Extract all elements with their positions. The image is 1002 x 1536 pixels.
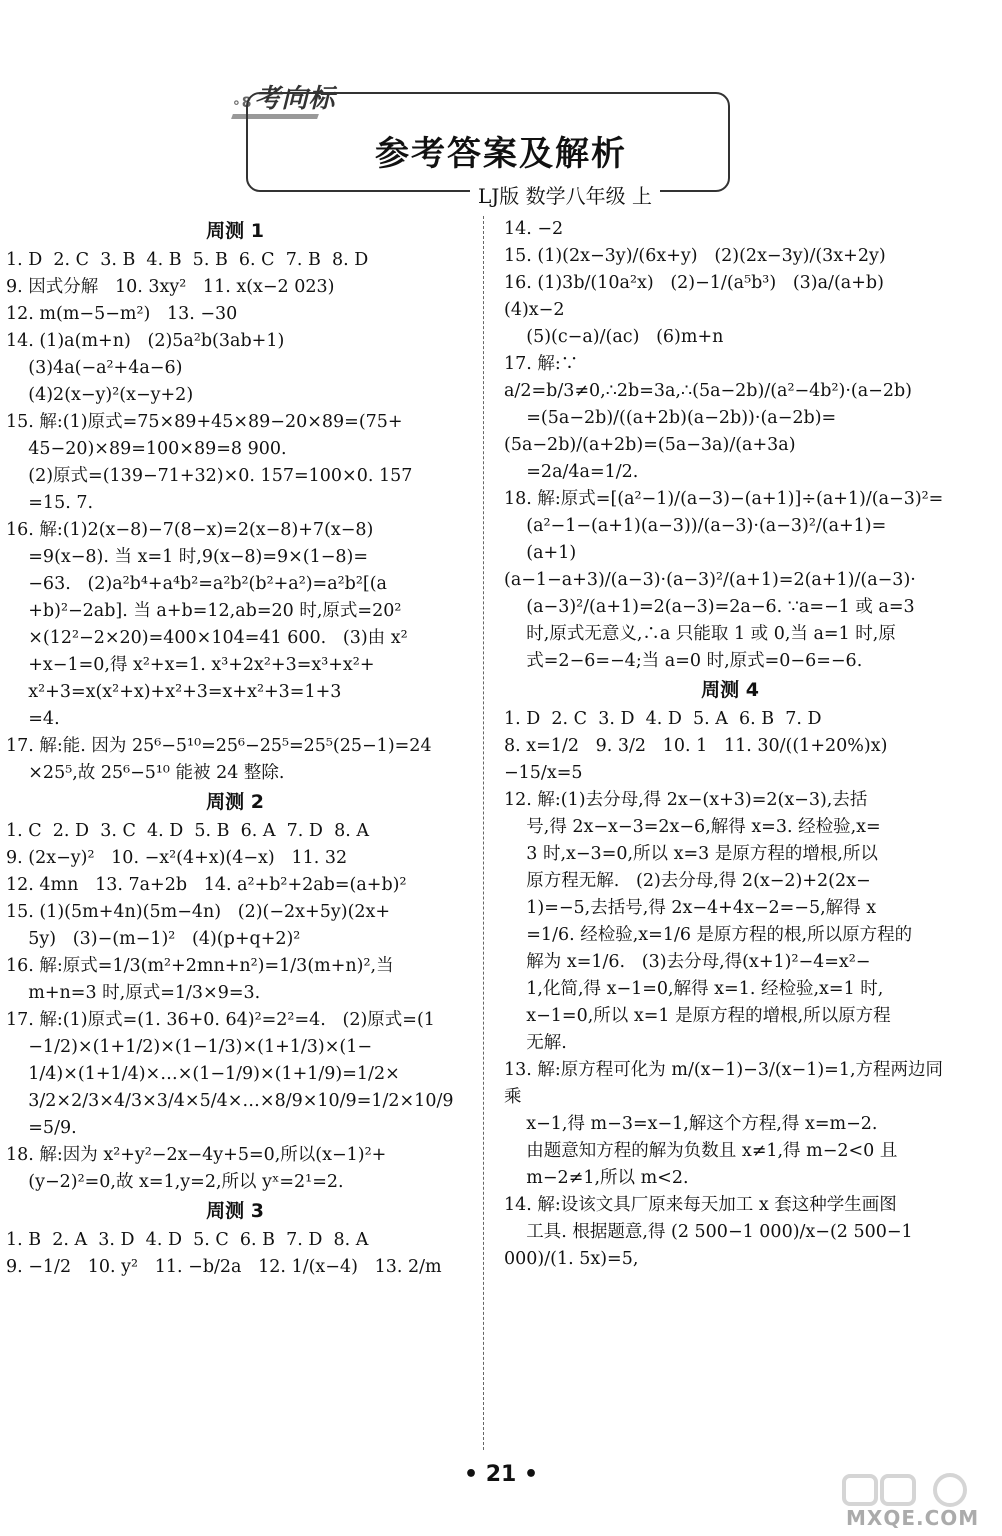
answer-line: 3/2×2/3×4/3×3/4×5/4×…×8/9×10/9=1/2×10/9 bbox=[6, 1091, 454, 1111]
page-number: • 21 • bbox=[463, 1462, 539, 1487]
answer-line: 18. 解:原式=[(a²−1)/(a−3)−(a+1)]÷(a+1)/(a−3)²= bbox=[504, 489, 944, 509]
answer-line: x−1,得 m−3=x−1,解这个方程,得 x=m−2. bbox=[504, 1114, 878, 1134]
answer-line: =5/9. bbox=[6, 1118, 77, 1138]
answer-line: 9. −1/2 10. y² 11. −b/2a 12. 1/(x−4) 13. 2/m bbox=[6, 1257, 442, 1277]
answer-line: 9. 因式分解 10. 3xy² 11. x(x−2 023) bbox=[6, 277, 335, 297]
answer-line: 工具. 根据题意,得 (2 500−1 000)/x−(2 500−1 000)/(1. 5x)=5, bbox=[504, 1222, 919, 1269]
answer-line: (a²−1−(a+1)(a−3))/(a−3)·(a−3)²/(a+1)= bbox=[504, 516, 887, 536]
answer-line: 18. 解:因为 x²+y²−2x−4y+5=0,所以(x−1)²+ bbox=[6, 1145, 387, 1165]
answer-line: ×25⁵,故 25⁶−5¹⁰ 能被 24 整除. bbox=[6, 763, 285, 783]
answer-line: =(5a−2b)/((a+2b)(a−2b))·(a−2b)=(5a−2b)/(a+2b)=(5a−3a)/(a+3a) bbox=[504, 408, 837, 455]
answer-line: x²+3=x(x²+x)+x²+3=x+x²+3=1+3 bbox=[6, 682, 342, 702]
section-heading: 周测 4 bbox=[701, 679, 759, 701]
answer-line: 1. D 2. C 3. B 4. B 5. B 6. C 7. B 8. D bbox=[6, 250, 369, 270]
answer-line: m−2≠1,所以 m<2. bbox=[504, 1168, 689, 1188]
answer-line: 14. 解:设该文具厂原来每天加工 x 套这种学生画图 bbox=[504, 1195, 897, 1215]
answer-line: 16. (1)3b/(10a²x) (2)−1/(a⁵b³) (3)a/(a+b) (4)x−2 bbox=[504, 273, 901, 320]
answer-line: 号,得 2x−x−3=2x−6,解得 x=3. 经检验,x= bbox=[504, 817, 881, 837]
answer-line: =9(x−8). 当 x=1 时,9(x−8)=9×(1−8)= bbox=[6, 547, 369, 567]
answer-line: 1)=−5,去括号,得 2x−4+4x−2=−5,解得 x bbox=[504, 898, 877, 918]
answer-line: 16. 解:(1)2(x−8)−7(8−x)=2(x−8)+7(x−8) bbox=[6, 520, 374, 540]
left-column bbox=[6, 216, 464, 1281]
page-title: 参考答案及解析 bbox=[375, 134, 627, 174]
brand-logo: ∘8考向标 bbox=[232, 84, 336, 114]
answer-line: 原方程无解. (2)去分母,得 2(x−2)+2(2x− bbox=[504, 871, 871, 891]
answer-line: 1/4)×(1+1/4)×…×(1−1/9)×(1+1/9)=1/2× bbox=[6, 1064, 400, 1084]
answer-line: +b)²−2ab]. 当 a+b=12,ab=20 时,原式=20² bbox=[6, 601, 402, 621]
answer-line: 1. D 2. C 3. D 4. D 5. A 6. B 7. D bbox=[504, 709, 822, 729]
answer-line: =4. bbox=[6, 709, 60, 729]
answer-line: 5y) (3)−(m−1)² (4)(p+q+2)² bbox=[6, 929, 301, 949]
answer-line: 17. 解:能. 因为 25⁶−5¹⁰=25⁶−25⁵=25⁵(25−1)=24 bbox=[6, 736, 432, 756]
answer-line: 13. 解:原方程可化为 m/(x−1)−3/(x−1)=1,方程两边同乘 bbox=[504, 1060, 944, 1107]
answer-line: 解为 x=1/6. (3)去分母,得(x+1)²−4=x²− bbox=[504, 952, 871, 972]
answer-line: 14. −2 bbox=[504, 219, 564, 239]
answer-line: 17. 解:(1)原式=(1. 36+0. 64)²=2²=4. (2)原式=(1 bbox=[6, 1010, 435, 1030]
answer-line: (a+1)(a−1−a+3)/(a−3)·(a−3)²/(a+1)=2(a+1)/(a−3)· bbox=[504, 543, 916, 590]
answer-line: 12. m(m−5−m²) 13. −30 bbox=[6, 304, 238, 324]
answer-line: 1. C 2. D 3. C 4. D 5. B 6. A 7. D 8. A bbox=[6, 821, 369, 841]
section-heading: 周测 3 bbox=[206, 1200, 264, 1222]
answer-line: 1,化简,得 x−1=0,解得 x=1. 经检验,x=1 时, bbox=[504, 979, 884, 999]
answer-line: 14. (1)a(m+n) (2)5a²b(3ab+1) bbox=[6, 331, 285, 351]
answer-line: 8. x=1/2 9. 3/2 10. 1 11. 30/((1+20%)x)−15/x=5 bbox=[504, 736, 888, 783]
right-column bbox=[504, 216, 956, 1273]
answer-line: ×(12²−2×20)=400×104=41 600. (3)由 x² bbox=[6, 628, 408, 648]
answer-line: 9. (2x−y)² 10. −x²(4+x)(4−x) 11. 32 bbox=[6, 848, 348, 868]
answer-line: (4)2(x−y)²(x−y+2) bbox=[6, 385, 194, 405]
section-heading: 周测 1 bbox=[206, 220, 264, 242]
page-subtitle: LJ版 数学八年级 上 bbox=[470, 180, 660, 209]
column-divider bbox=[483, 216, 484, 1450]
answer-line: −63. (2)a²b⁴+a⁴b²=a²b²(b²+a²)=a²b²[(a bbox=[6, 574, 387, 594]
answer-line: =2a/4a=1/2. bbox=[504, 462, 639, 482]
answer-line: =15. 7. bbox=[6, 493, 94, 513]
answer-line: (a−3)²/(a+1)=2(a−3)=2a−6. ∵a=−1 或 a=3 bbox=[504, 597, 915, 617]
answer-line: 12. 4mn 13. 7a+2b 14. a²+b²+2ab=(a+b)² bbox=[6, 875, 407, 895]
answer-line: x−1=0,所以 x=1 是原方程的增根,所以原方程 bbox=[504, 1006, 891, 1026]
answer-line: 15. 解:(1)原式=75×89+45×89−20×89=(75+ bbox=[6, 412, 403, 432]
answer-line: (2)原式=(139−71+32)×0. 157=100×0. 157 bbox=[6, 466, 413, 486]
answer-line: 45−20)×89=100×89=8 900. bbox=[6, 439, 287, 459]
answer-line: −1/2)×(1+1/2)×(1−1/3)×(1+1/3)×(1− bbox=[6, 1037, 373, 1057]
section-heading: 周测 2 bbox=[206, 791, 264, 813]
answer-line: 式=2−6=−4;当 a=0 时,原式=0−6=−6. bbox=[504, 651, 863, 671]
answer-line: (y−2)²=0,故 x=1,y=2,所以 yˣ=2¹=2. bbox=[6, 1172, 344, 1192]
answer-line: 12. 解:(1)去分母,得 2x−(x+3)=2(x−3),去括 bbox=[504, 790, 868, 810]
answer-line: +x−1=0,得 x²+x=1. x³+2x²+3=x³+x²+ bbox=[6, 655, 375, 675]
answer-line: 15. (1)(5m+4n)(5m−4n) (2)(−2x+5y)(2x+ bbox=[6, 902, 391, 922]
answer-line: 时,原式无意义,∴a 只能取 1 或 0,当 a=1 时,原 bbox=[504, 624, 896, 644]
answer-line: 1. B 2. A 3. D 4. D 5. C 6. B 7. D 8. A bbox=[6, 1230, 369, 1250]
answer-line: 3 时,x−3=0,所以 x=3 是原方程的增根,所以 bbox=[504, 844, 878, 864]
watermark-text: MXQE.COM bbox=[846, 1506, 980, 1530]
answer-line: 由题意知方程的解为负数且 x≠1,得 m−2<0 且 bbox=[504, 1141, 898, 1161]
answer-line: 15. (1)(2x−3y)/(6x+y) (2)(2x−3y)/(3x+2y) bbox=[504, 246, 886, 266]
answer-line: (5)(c−a)/(ac) (6)m+n bbox=[504, 327, 724, 347]
answer-line: (3)4a(−a²+4a−6) bbox=[6, 358, 183, 378]
answer-line: =1/6. 经检验,x=1/6 是原方程的根,所以原方程的 bbox=[504, 925, 913, 945]
answer-line: m+n=3 时,原式=1/3×9=3. bbox=[6, 983, 261, 1003]
answer-line: 无解. bbox=[504, 1033, 567, 1053]
answer-line: 17. 解:∵ a/2=b/3≠0,∴2b=3a,∴(5a−2b)/(a²−4b²)·(a−2b) bbox=[504, 354, 913, 401]
answer-line: 16. 解:原式=1/3(m²+2mn+n²)=1/3(m+n)²,当 bbox=[6, 956, 394, 976]
